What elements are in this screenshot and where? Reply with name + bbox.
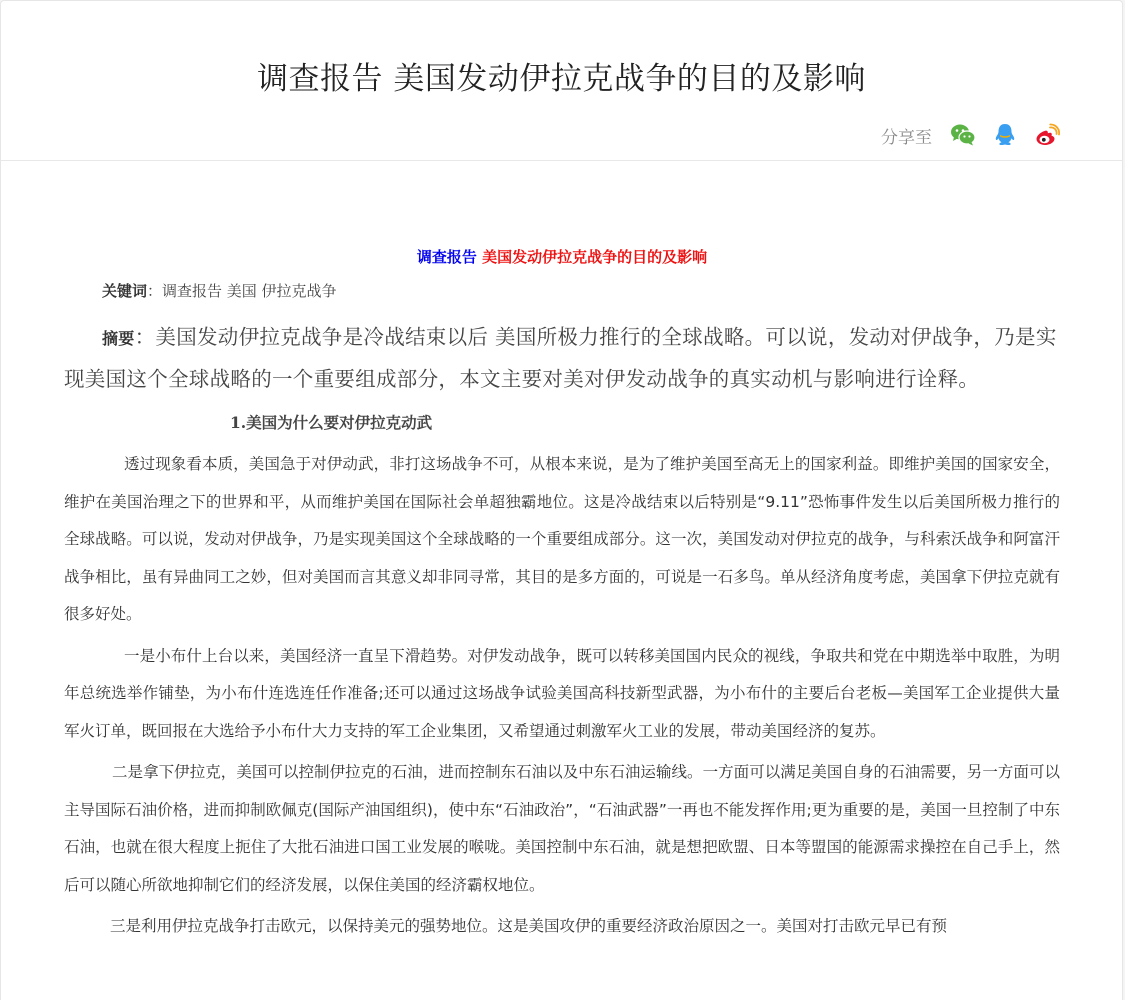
abstract-label: 摘要 <box>102 329 135 348</box>
keywords-label: 关键词 <box>102 282 148 300</box>
page-title: 调查报告 美国发动伊拉克战争的目的及影响 <box>257 61 866 97</box>
keywords <box>64 279 1060 303</box>
document-title-main: 美国发动伊拉克战争的目的及影响 <box>482 248 708 266</box>
section-heading: 1.美国为什么要对伊拉克动武 <box>230 413 433 432</box>
weibo-icon[interactable] <box>1034 122 1060 148</box>
paragraph: 一是小布什上台以来，美国经济一直呈下滑趋势。对伊发动战争，既可以转移美国国内民众的视线，争取共和党在中期选举中取胜，为明年总统选举作铺垫，为小布什连选连任作准备;还可以通过这场战争试验美国高科技新型武器，为小布什的主要后台老板—美国军工企业提供大量军火订单，既回报在大选给予小布什大力支持的军工企业集团，又希望通过刺激军火工业的发展，带动美国经济的复苏。 <box>64 646 1060 740</box>
share-bar <box>881 122 1060 148</box>
paragraph: 二是拿下伊拉克，美国可以控制伊拉克的石油，进而控制东石油以及中东石油运输线。一方面可以满足美国自身的石油需要，另一方面可以主导国际石油价格，进而抑制欧佩克(国际产油国组织)，使中东“石油政治”，“石油武器”一再也不能发挥作用;更为重要的是，美国一旦控制了中东石油，也就在很大程度上扼住了大批石油进口国工业发展的喉咙。美国控制中东石油，就是想把欧盟、日本等盟国的能源需求操控在自己手上，然后可以随心所欲地抑制它们的经济发展，以保住美国的经济霸权地位。 <box>64 763 1060 894</box>
abstract <box>64 317 1060 399</box>
qq-icon[interactable] <box>992 122 1018 148</box>
abstract-text: ：美国发动伊拉克战争是冷战结束以后 美国所极力推行的全球战略。可以说，发动对伊战争，乃是实现美国这个全球战略的一个重要组成部分，本文主要对美对伊发动战争的真实动机与影响进行诠释。 <box>64 325 1057 391</box>
paragraph: 透过现象看本质，美国急于对伊动武，非打这场战争不可，从根本来说，是为了维护美国至高无上的国家利益。即维护美国的国家安全，维护在美国治理之下的世界和平，从而维护美国在国际社会单超独霸地位。这是冷战结束以后特别是“9.11”恐怖事件发生以后美国所极力推行的全球战略。可以说，发动对伊战争，乃是实现美国这个全球战略的一个重要组成部分。这一次，美国发动对伊拉克的战争，与科索沃战争和阿富汗战争相比，虽有异曲同工之妙，但对美国而言其意义却非同寻常，其目的是多方面的，可说是一石多鸟。单从经济角度考虑，美国拿下伊拉克就有很多好处。 <box>64 455 1060 623</box>
article-header <box>1 1 1122 161</box>
paragraph: 三是利用伊拉克战争打击欧元，以保持美元的强势地位。这是美国攻伊的重要经济政治原因之一。美国对打击欧元早已有预 <box>110 917 948 935</box>
share-label: 分享至 <box>881 127 932 148</box>
keywords-value: ：调查报告 美国 伊拉克战争 <box>147 282 337 300</box>
document-title <box>64 245 1060 269</box>
wechat-icon[interactable] <box>950 122 976 148</box>
article-body <box>1 245 1122 946</box>
document-title-prefix: 调查报告 <box>416 248 477 266</box>
